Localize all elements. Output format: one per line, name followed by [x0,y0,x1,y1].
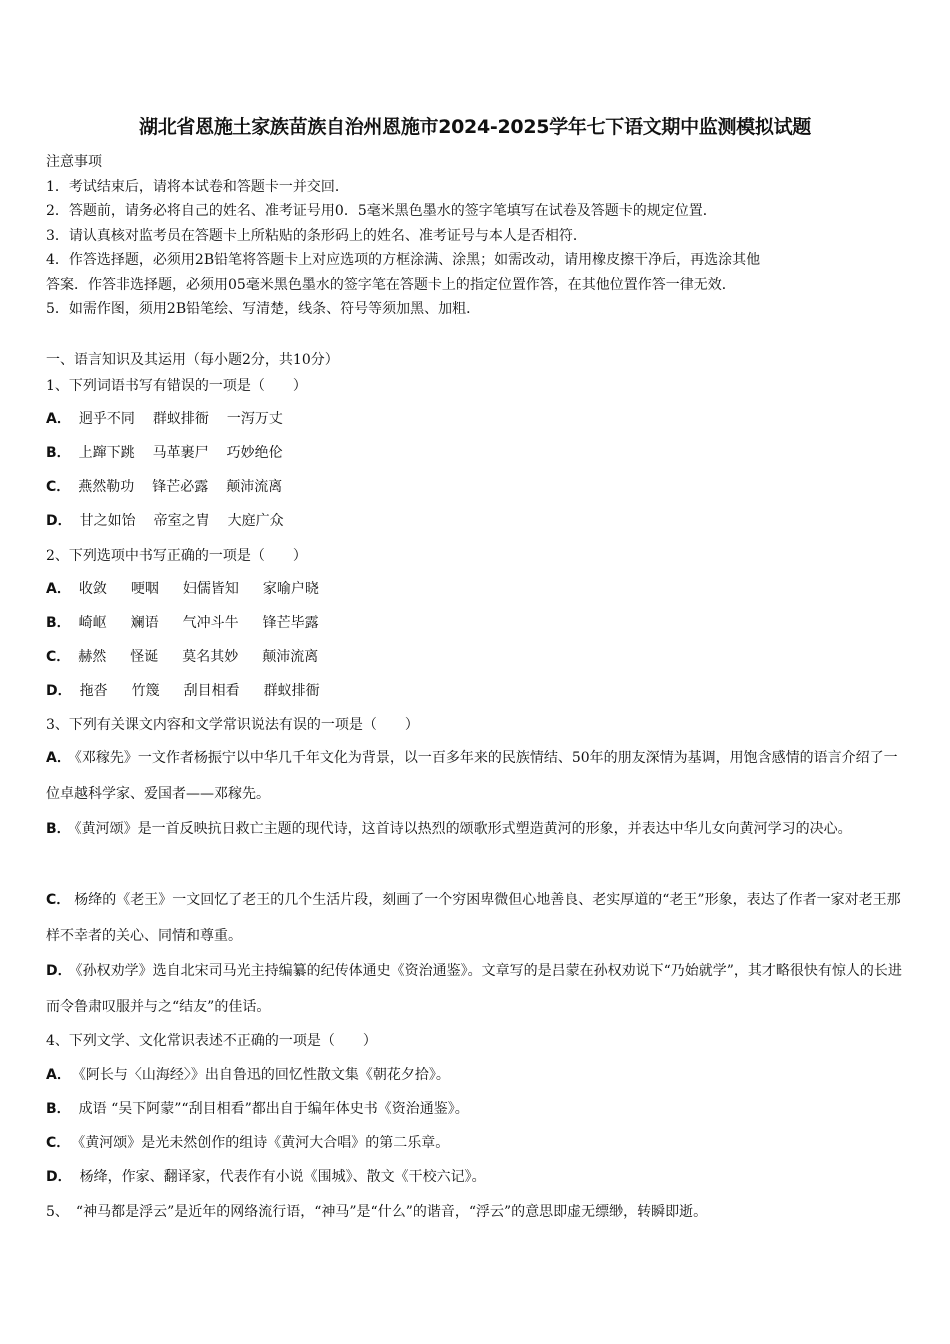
option-text: 《黄河颂》是光未然创作的组诗《黄河大合唱》的第二乐章。 [78,1135,450,1151]
note-item: 1．考试结束后，请将本试卷和答题卡一并交回． [46,178,349,195]
option-letter: A． [46,1067,71,1083]
q3-option-a [46,740,908,812]
option-word: 斓语 [130,615,159,631]
option-text: 《阿长与〈山海经〉》出自鲁迅的回忆性散文集《朝花夕拾》。 [78,1067,450,1083]
option-letter: B． [46,821,71,837]
question-4-stem: 4、下列文学、文化常识表述不正确的一项是（ ） [46,1033,377,1049]
option-letter: B． [46,615,71,631]
note-item: 4．作答选择题，必须用2B铅笔将答题卡上对应选项的方框涂满、涂黑；如需改动，请用橡皮擦干净后，再选涂其他 [46,252,761,268]
note-item: 3．请认真核对监考员在答题卡上所粘贴的条形码上的姓名、准考证号与本人是否相符． [46,227,587,244]
q1-option-d [46,510,284,530]
option-word: 燕然勒功 [78,479,135,495]
option-word: 帝室之胄 [153,513,210,529]
q2-option-b [46,612,319,632]
option-text: 《孙权劝学》选自北宋司马光主持编纂的纪传体通史《资治通鉴》。文章写的是吕蒙在孙权劝说下“乃始就学”，其才略很快有惊人的长进而令鲁肃叹服并与之“结友”的佳话。 [46,963,902,1015]
option-word: 竹篾 [131,683,160,699]
option-word: 家喻户晓 [262,581,319,597]
option-letter: C． [46,479,71,495]
exam-title: 湖北省恩施土家族苗族自治州恩施市2024-2025学年七下语文期中监测模拟试题 [139,116,811,138]
option-letter: B． [46,445,71,461]
option-word: 巧妙绝伦 [226,445,283,461]
q4-option-c [46,1132,449,1152]
option-word: 大庭广众 [227,513,284,529]
option-word: 迥乎不同 [78,411,135,427]
option-word: 收敛 [78,581,107,597]
option-word: 拖沓 [79,683,108,699]
option-word: 甘之如饴 [79,513,136,529]
option-text: 杨绛，作家、翻译家，代表作有小说《围城》、散文《干校六记》。 [79,1169,486,1185]
q2-option-d [46,680,320,700]
option-letter: A． [46,581,71,597]
q3-option-b [46,811,908,847]
option-word: 一泻万丈 [226,411,283,427]
option-letter: D． [46,1169,72,1185]
q3-option-d [46,953,908,1025]
option-word: 莫名其妙 [182,649,239,665]
q4-option-d [46,1166,486,1186]
option-word: 妇儒皆知 [182,581,239,597]
option-letter: D． [46,513,72,529]
option-word: 哽咽 [130,581,159,597]
option-text: 《黄河颂》是一首反映抗日救亡主题的现代诗，这首诗以热烈的颂歌形式塑造黄河的形象，并表达中华儿女向黄河学习的决心。 [74,821,852,837]
option-word: 马革裹尸 [152,445,209,461]
option-word: 群蚁排衙 [263,683,320,699]
option-word: 颠沛流离 [226,479,283,495]
option-letter: A． [46,411,71,427]
q1-option-a [46,408,283,428]
option-word: 赫然 [78,649,107,665]
question-1-stem: 1、下列词语书写有错误的一项是（ ） [46,378,307,394]
note-item: 5．如需作图，须用2B铅笔绘、写清楚，线条、符号等须加黑、加粗． [46,301,481,317]
option-letter: A． [46,750,71,766]
option-word: 刮目相看 [183,683,240,699]
option-word: 颠沛流离 [262,649,319,665]
option-letter: C． [46,649,71,665]
section-heading: 一、语言知识及其运用（每小题2分，共10分） [46,352,339,368]
notes-block [46,150,916,322]
option-text: 成语 “吴下阿蒙”“刮目相看”都出自于编年体史书《资治通鉴》。 [78,1101,469,1117]
q2-option-a [46,578,319,598]
q2-option-c [46,646,318,666]
option-word: 锋芒必露 [152,479,209,495]
option-letter: C． [46,1135,71,1151]
q1-option-c [46,476,282,496]
option-word: 锋芒毕露 [262,615,319,631]
option-text: 《邓稼先》一文作者杨振宁以中华几千年文化为背景，以一百多年来的民族情结、50年的朋友深情为基调，用饱含感情的语言介绍了一位卓越科学家、爱国者——邓稼先。 [46,750,898,802]
option-letter: C． [46,892,71,908]
q1-option-b [46,442,283,462]
option-word: 群蚁排衙 [152,411,209,427]
question-2-stem: 2、下列选项中书写正确的一项是（ ） [46,548,307,564]
notes-heading: 注意事项 [46,154,102,170]
q4-option-a [46,1064,450,1084]
option-word: 气冲斗牛 [182,615,239,631]
option-letter: B． [46,1101,71,1117]
option-word: 崎岖 [78,615,107,631]
option-text: 杨绛的《老王》一文回忆了老王的几个生活片段，刻画了一个穷困卑微但心地善良、老实厚道的“老王”形象，表达了作者一家对老王那样不幸者的关心、同情和尊重。 [46,892,901,944]
option-word: 怪诞 [130,649,159,665]
q3-option-c [46,882,908,954]
note-item: 答案．作答非选择题，必须用05毫米黑色墨水的签字笔在答题卡上的指定位置作答，在其他位置作答一律无效． [46,276,736,293]
option-letter: D． [46,963,72,979]
option-letter: D． [46,683,72,699]
note-item: 2．答题前，请务必将自己的姓名、准考证号用0．5毫米黑色墨水的签字笔填写在试卷及答题卡的规定位置． [46,203,717,219]
question-3-stem: 3、下列有关课文内容和文学常识说法有误的一项是（ ） [46,717,419,733]
question-5-stem: 5、 “神马都是浮云”是近年的网络流行语，“神马”是“什么”的谐音，“浮云”的意思即虚无缥缈，转瞬即逝。 [46,1204,708,1220]
option-word: 上蹿下跳 [78,445,135,461]
q4-option-b [46,1098,469,1118]
